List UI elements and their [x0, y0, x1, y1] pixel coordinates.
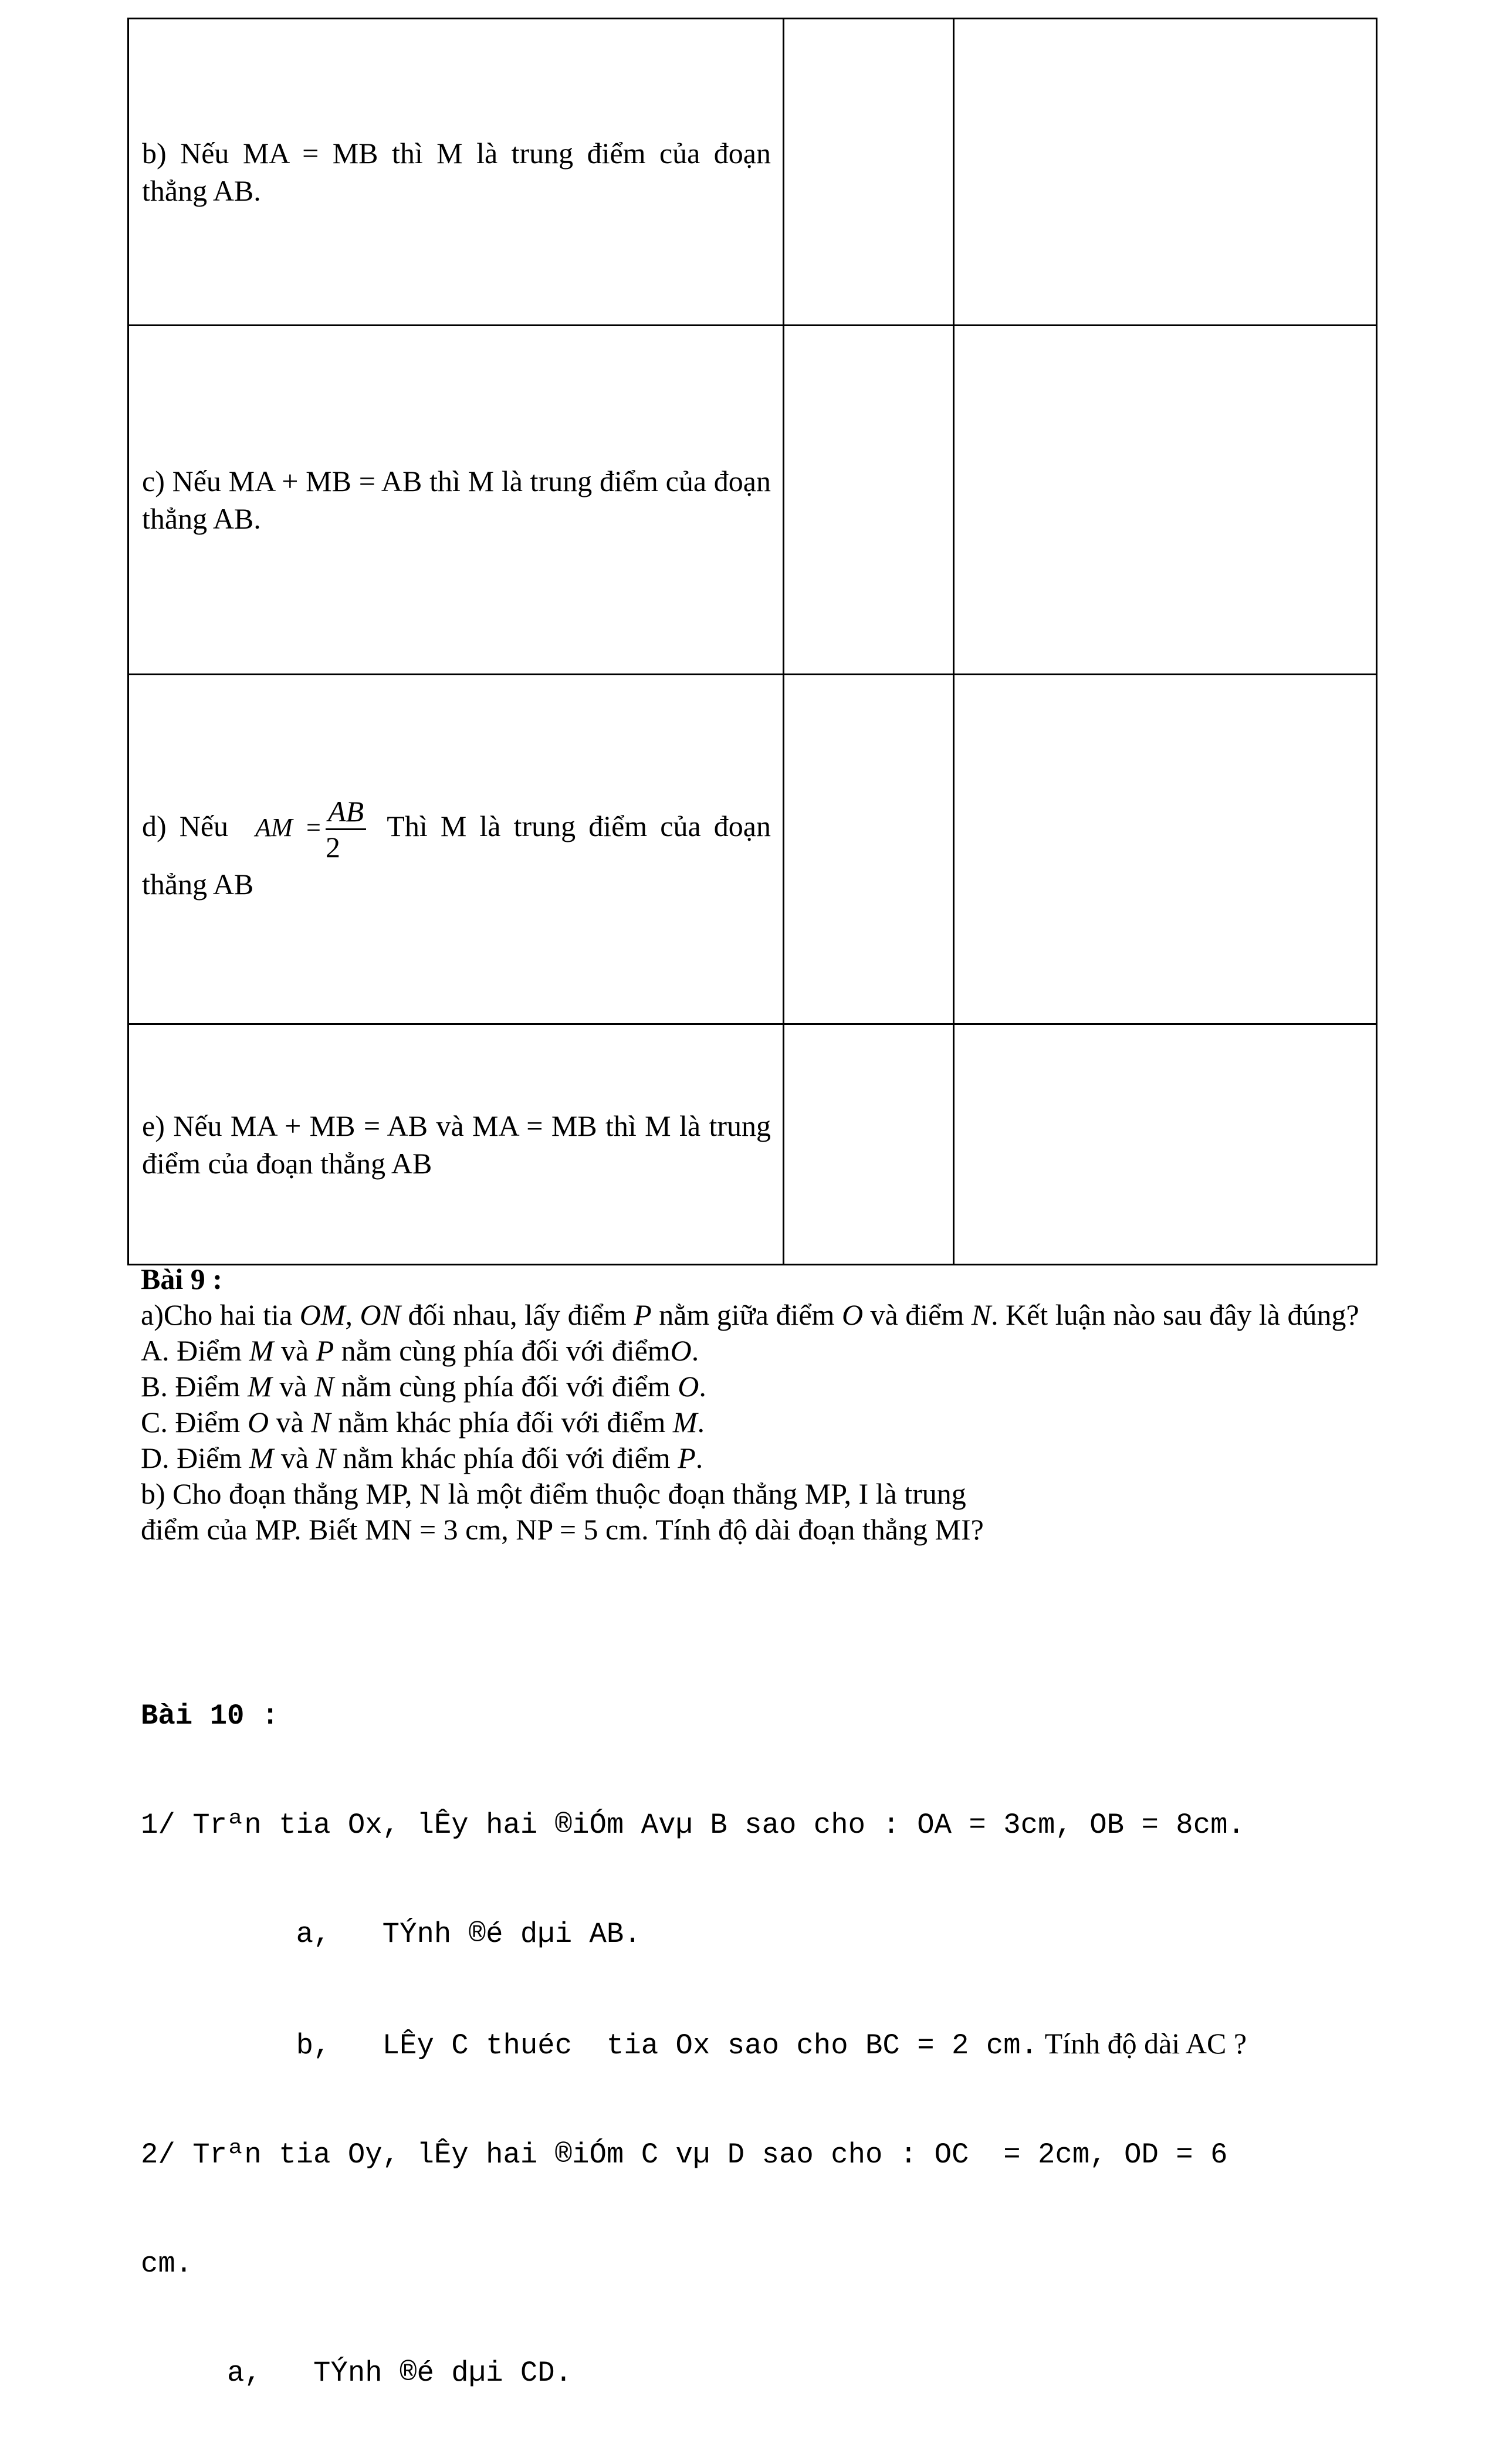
option-text: nằm cùng phía đối với điểm	[334, 1370, 678, 1403]
fraction-denominator: 2	[326, 831, 340, 864]
option-text: B. Điểm	[141, 1370, 248, 1403]
line-tail: Tính độ dài AC ?	[1038, 2027, 1247, 2060]
false-answer-cell[interactable]	[954, 1024, 1377, 1265]
option-text: và	[273, 1441, 316, 1474]
option-point: M	[249, 1334, 274, 1367]
statement-e: e) Nếu MA + MB = AB và MA = MB thì M là trung điểm của đoạn thẳng AB	[142, 1109, 771, 1180]
option-text: C. Điểm	[141, 1406, 248, 1439]
option-text: .	[695, 1441, 703, 1474]
table-row	[128, 675, 1377, 1024]
exercise-10-line: a, TÝnh ®é dµi CD.	[141, 2357, 573, 2389]
option-point: M	[247, 1370, 272, 1403]
false-answer-cell[interactable]	[954, 326, 1377, 675]
option-text: và	[269, 1406, 312, 1439]
exercise-10-line: cm.	[141, 2248, 193, 2280]
option-text: nằm khác phía đối với điểm	[335, 1441, 678, 1474]
exercise-9-title: Bài 9 :	[141, 1263, 222, 1295]
option-text: và	[273, 1334, 316, 1367]
statement-d-suffix: Thì M là trung điểm của đoạn thẳng AB	[142, 809, 771, 901]
option-point: P	[316, 1334, 334, 1367]
table-row	[128, 326, 1377, 675]
part-a-text: đối nhau, lấy điểm	[400, 1298, 634, 1331]
exercise-10	[141, 1625, 1379, 2464]
exercise-9-part-b-line2: điểm của MP. Biết MN = 3 cm, NP = 5 cm. Tính độ dài đoạn thẳng MI?	[141, 1513, 984, 1546]
option-text: nằm khác phía đối với điểm	[330, 1406, 673, 1439]
formula-fraction	[326, 794, 366, 864]
line-text: b, LÊy C thuéc tia Ox sao cho BC = 2 cm.	[141, 2029, 1038, 2062]
exercise-9	[141, 1261, 1379, 1548]
part-a-rays: OM, ON	[299, 1298, 401, 1331]
statement-d	[129, 794, 783, 904]
statement-cell	[128, 675, 784, 1024]
statement-b: b) Nếu MA = MB thì M là trung điểm của đoạn thẳng AB.	[142, 137, 771, 207]
statement-cell	[128, 326, 784, 675]
part-a-text: và điểm	[863, 1298, 972, 1331]
option-a[interactable]	[141, 1333, 1379, 1369]
exercise-10-line: a, TÝnh ®é dµi AB.	[141, 1918, 641, 1951]
option-point: M	[249, 1441, 274, 1474]
option-text: D. Điểm	[141, 1441, 249, 1474]
option-point: O	[670, 1334, 692, 1367]
part-a-point: P	[634, 1298, 652, 1331]
true-answer-cell[interactable]	[784, 1024, 954, 1265]
option-point: N	[311, 1406, 331, 1439]
option-point: O	[247, 1406, 269, 1439]
fraction-numerator: AB	[326, 794, 366, 830]
option-point: N	[316, 1441, 336, 1474]
statement-d-prefix: d) Nếu	[142, 809, 229, 842]
exercise-10-title: Bài 10 :	[141, 1700, 279, 1732]
exercise-10-line: 1/ Trªn tia Ox, lÊy hai ®iÓm Avµ B sao cho : OA = 3cm, OB = 8cm.	[141, 1809, 1245, 1842]
part-a-text: nằm giữa điểm	[651, 1298, 842, 1331]
true-answer-cell[interactable]	[784, 675, 954, 1024]
option-text: và	[272, 1370, 314, 1403]
false-answer-cell[interactable]	[954, 19, 1377, 326]
statement-c: c) Nếu MA + MB = AB thì M là trung điểm của đoạn thẳng AB.	[142, 465, 771, 535]
part-a-text: . Kết luận nào sau đây là đúng?	[991, 1298, 1359, 1331]
statement-cell	[128, 1024, 784, 1265]
option-point: O	[678, 1370, 699, 1403]
option-text: nằm cùng phía đối với điểm	[334, 1334, 671, 1367]
part-a-point: O	[841, 1298, 864, 1331]
option-d[interactable]	[141, 1440, 1379, 1476]
part-a-text: a)Cho hai tia	[141, 1298, 300, 1331]
option-c[interactable]	[141, 1404, 1379, 1440]
exercise-9-part-b-line1: b) Cho đoạn thẳng MP, N là một điểm thuộc đoạn thẳng MP, I là trung	[141, 1477, 966, 1510]
statement-table	[127, 18, 1377, 1265]
option-b[interactable]	[141, 1369, 1379, 1404]
false-answer-cell[interactable]	[954, 675, 1377, 1024]
option-text: .	[699, 1370, 706, 1403]
option-text: A. Điểm	[141, 1334, 249, 1367]
part-a-point: N	[971, 1298, 991, 1331]
true-answer-cell[interactable]	[784, 19, 954, 326]
statement-cell	[128, 19, 784, 326]
exercise-10-line: 2/ Trªn tia Oy, lÊy hai ®iÓm C vµ D sao cho : OC = 2cm, OD = 6	[141, 2138, 1228, 2171]
option-text: .	[697, 1406, 705, 1439]
option-point: M	[672, 1406, 698, 1439]
true-answer-cell[interactable]	[784, 326, 954, 675]
option-point: P	[678, 1441, 696, 1474]
exercise-9-part-a	[141, 1297, 1379, 1333]
table-row	[128, 19, 1377, 326]
option-text: .	[691, 1334, 699, 1367]
exercise-10-line	[141, 2025, 1379, 2064]
option-point: N	[314, 1370, 334, 1403]
formula-lhs: AM =	[255, 813, 322, 842]
table-row	[128, 1024, 1377, 1265]
